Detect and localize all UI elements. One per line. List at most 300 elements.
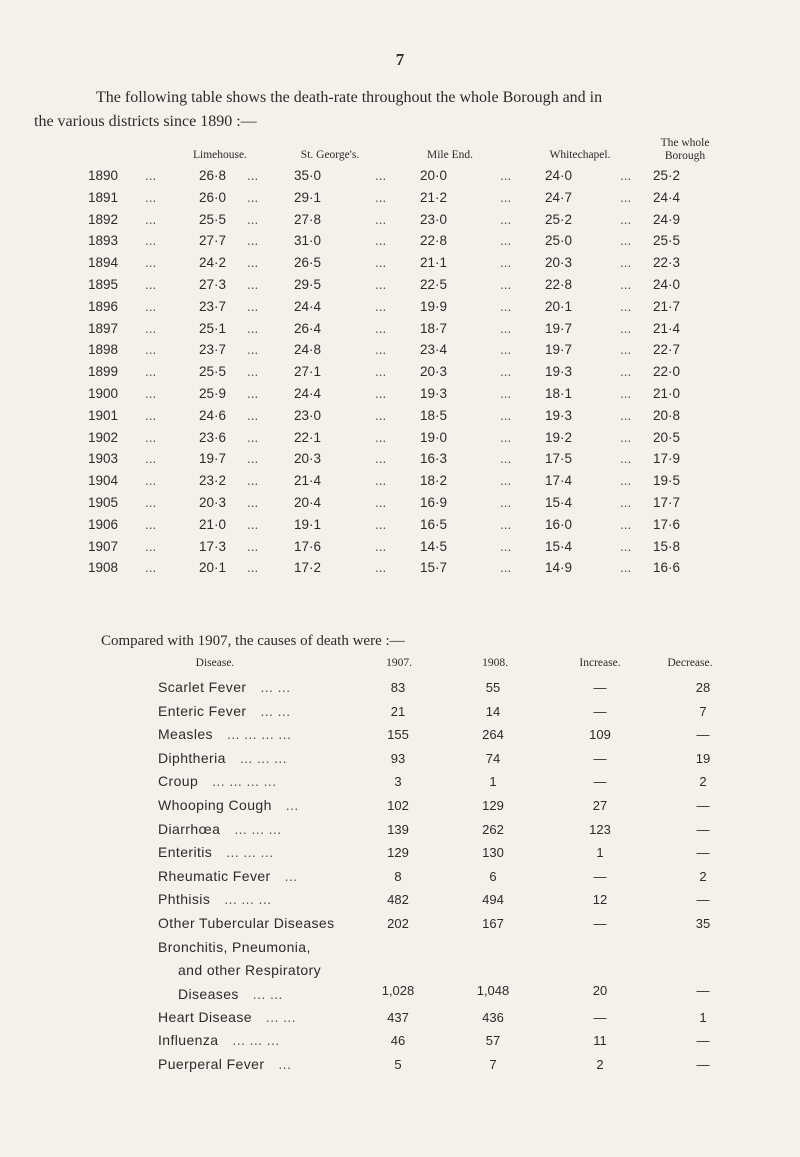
leader-dots: ... <box>375 364 387 380</box>
disease-label: Whooping Cough <box>158 796 272 813</box>
cause-row <box>0 794 800 818</box>
rate-value: 17·6 <box>294 538 322 554</box>
disease-label: Bronchitis, Pneumonia, <box>158 938 311 955</box>
rate-year: 1898 <box>88 342 119 358</box>
leader-dots: ... <box>247 560 259 576</box>
cause-row <box>0 912 800 936</box>
leader-dots: ... <box>247 473 259 489</box>
disease-label: Enteritis <box>158 844 213 861</box>
rate-value: 21·7 <box>653 298 681 314</box>
rate-value: 18·5 <box>420 407 448 423</box>
leader-dots: ... <box>247 298 259 314</box>
rate-value: 20·4 <box>294 494 322 510</box>
disease-name <box>158 888 380 912</box>
leader-dots: ... <box>145 560 157 576</box>
rate-value: 17·4 <box>545 473 573 489</box>
leader-dots: ... <box>500 364 512 380</box>
value-1908: 264 <box>482 727 504 743</box>
rate-value: 23·0 <box>294 407 322 423</box>
value-1908: 129 <box>482 797 504 813</box>
leader-dots: ... <box>375 473 387 489</box>
leader-dots: ... <box>247 211 259 227</box>
rate-value: 19·7 <box>545 320 573 336</box>
rate-value: 22·1 <box>294 429 322 445</box>
rate-value: 15·7 <box>420 560 448 576</box>
rate-value: 15·4 <box>545 494 573 510</box>
leader-dots: ... <box>375 429 387 445</box>
rate-value: 24·4 <box>294 298 322 314</box>
leader-dots: ... ... <box>260 702 291 719</box>
disease-label: Phthisis <box>158 891 211 908</box>
rate-value: 19·2 <box>545 429 573 445</box>
leader-dots: ... <box>375 342 387 358</box>
leader-dots: ... <box>500 429 512 445</box>
rate-year: 1897 <box>88 320 119 336</box>
value-1907: 202 <box>387 915 409 931</box>
rate-year: 1908 <box>88 560 119 576</box>
leader-dots: ... <box>247 516 259 532</box>
value-1908: 57 <box>485 1033 501 1049</box>
rate-value: 26·4 <box>294 320 322 336</box>
rate-value: 25·9 <box>199 385 227 401</box>
value-1907: 1,028 <box>381 982 415 998</box>
causes-table <box>0 676 800 1076</box>
value-increase: 11 <box>593 1033 607 1049</box>
rate-value: 20·3 <box>545 255 573 271</box>
leader-dots: ... <box>375 538 387 554</box>
value-increase: — <box>593 868 607 884</box>
leader-dots: ... ... <box>260 679 291 695</box>
value-1907: 155 <box>387 727 409 743</box>
rate-value: 27·1 <box>294 364 322 380</box>
rate-value: 25·2 <box>653 168 681 183</box>
rate-value: 21·4 <box>653 320 681 336</box>
leader-dots: ... <box>247 494 259 510</box>
header-disease: Disease. <box>195 657 235 669</box>
leader-dots: ... <box>620 189 632 205</box>
rate-value: 25·0 <box>545 233 573 249</box>
leader-dots: ... <box>145 494 157 510</box>
leader-dots: ... ... ... <box>234 820 282 837</box>
leader-dots: ... <box>375 451 387 467</box>
intro-line-2: the various districts since 1890 :— <box>34 113 257 130</box>
rate-row <box>0 255 800 277</box>
rate-value: 14·9 <box>545 560 573 576</box>
leader-dots: ... <box>620 276 632 292</box>
leader-dots: ... <box>620 255 632 271</box>
rate-value: 21·1 <box>420 255 448 271</box>
leader-dots: ... <box>375 189 387 205</box>
rate-value: 20·1 <box>199 560 227 576</box>
value-increase: — <box>593 1009 607 1025</box>
rate-value: 18·1 <box>545 385 573 401</box>
leader-dots: ... <box>500 233 512 249</box>
header-mile-end: Mile End. <box>427 149 473 161</box>
value-decrease: — <box>696 982 710 998</box>
leader-dots: ... <box>620 385 632 401</box>
disease-name <box>158 700 380 724</box>
leader-dots: ... <box>375 407 387 423</box>
leader-dots: ... <box>375 233 387 249</box>
rate-year: 1893 <box>88 233 119 249</box>
rate-value: 20·3 <box>294 451 322 467</box>
rate-value: 27·8 <box>294 211 322 227</box>
rate-value: 24·8 <box>294 342 322 358</box>
leader-dots: ... <box>620 211 632 227</box>
rate-value: 14·5 <box>420 538 448 554</box>
rate-year: 1890 <box>88 168 119 183</box>
rate-value: 24·6 <box>199 407 227 423</box>
rate-value: 25·1 <box>199 320 227 336</box>
rate-year: 1895 <box>88 276 119 292</box>
leader-dots: ... <box>145 255 157 271</box>
cause-row <box>0 723 800 747</box>
value-1907: 5 <box>394 1056 402 1072</box>
disease-name <box>158 841 380 865</box>
rate-value: 27·3 <box>199 276 227 292</box>
rate-value: 35·0 <box>294 168 322 183</box>
rate-row <box>0 539 800 561</box>
rate-row <box>0 517 800 539</box>
value-decrease: 2 <box>699 774 707 790</box>
value-1907: 437 <box>387 1009 409 1025</box>
disease-name <box>158 770 380 794</box>
header-st-georges: St. George's. <box>300 149 360 161</box>
leader-dots: ... <box>500 407 512 423</box>
rate-year: 1906 <box>88 516 119 532</box>
disease-label: Diphtheria <box>158 749 226 766</box>
leader-dots: ... <box>247 255 259 271</box>
disease-name <box>158 747 380 771</box>
rate-year: 1903 <box>88 451 119 467</box>
leader-dots: ... <box>500 560 512 576</box>
header-1907: 1907. <box>386 657 412 669</box>
leader-dots: ... <box>145 211 157 227</box>
rate-value: 24·7 <box>545 189 573 205</box>
rate-value: 22·7 <box>653 342 681 358</box>
value-1907: 482 <box>387 892 409 908</box>
death-rate-table <box>0 168 800 582</box>
value-increase: — <box>593 915 607 931</box>
cause-row <box>0 936 800 1006</box>
leader-dots: ... <box>375 385 387 401</box>
value-1907: 83 <box>390 680 406 695</box>
rate-row <box>0 212 800 234</box>
rate-value: 22·8 <box>420 233 448 249</box>
disease-name <box>158 936 380 1007</box>
leader-dots: ... <box>500 473 512 489</box>
rate-value: 23·6 <box>199 429 227 445</box>
leader-dots: ... <box>620 429 632 445</box>
leader-dots: ... <box>145 516 157 532</box>
leader-dots: ... <box>375 276 387 292</box>
rate-value: 25·5 <box>653 233 681 249</box>
rate-row <box>0 342 800 364</box>
rate-value: 23·2 <box>199 473 227 489</box>
value-1908: 167 <box>482 915 504 931</box>
disease-label: Measles <box>158 726 213 743</box>
rate-value: 16·6 <box>653 560 681 576</box>
value-decrease: 2 <box>699 868 707 884</box>
rate-value: 27·7 <box>199 233 227 249</box>
value-increase: 27 <box>592 797 608 813</box>
rate-value: 25·5 <box>199 211 227 227</box>
value-1908: 494 <box>482 892 504 908</box>
rate-value: 17·7 <box>653 494 681 510</box>
rate-value: 21·0 <box>653 385 681 401</box>
leader-dots: ... <box>247 364 259 380</box>
value-1907: 93 <box>390 750 406 766</box>
rate-value: 26·0 <box>199 189 227 205</box>
disease-name <box>158 1029 380 1053</box>
rate-value: 19·7 <box>545 342 573 358</box>
rate-year: 1892 <box>88 211 119 227</box>
leader-dots: ... <box>145 407 157 423</box>
rate-value: 23·0 <box>420 211 448 227</box>
rate-value: 20·3 <box>199 494 227 510</box>
disease-label: Croup <box>158 773 199 790</box>
leader-dots: ... <box>500 494 512 510</box>
rate-value: 19·7 <box>199 451 227 467</box>
rate-value: 23·4 <box>420 342 448 358</box>
header-whole-borough: The whole Borough <box>660 137 710 162</box>
leader-dots: ... <box>145 429 157 445</box>
disease-name <box>158 865 380 889</box>
leader-dots: ... <box>620 560 632 576</box>
cause-row <box>0 841 800 865</box>
causes-title: Compared with 1907, the causes of death were :— <box>101 633 405 649</box>
leader-dots: ... <box>375 494 387 510</box>
rate-value: 21·4 <box>294 473 322 489</box>
rate-value: 24·9 <box>653 211 681 227</box>
rate-year: 1891 <box>88 189 119 205</box>
rate-value: 18·7 <box>420 320 448 336</box>
cause-row <box>0 1029 800 1053</box>
rate-row <box>0 386 800 408</box>
rate-value: 21·0 <box>199 516 227 532</box>
rate-value: 20·0 <box>420 168 448 183</box>
value-1908: 7 <box>489 1056 497 1072</box>
disease-name <box>158 1053 380 1077</box>
rate-value: 24·0 <box>545 168 573 183</box>
value-increase: 1 <box>596 845 604 861</box>
leader-dots: ... <box>247 342 259 358</box>
disease-label: Heart Disease <box>158 1008 252 1025</box>
page-number: 7 <box>395 50 405 69</box>
cause-row <box>0 1006 800 1030</box>
rate-value: 18·2 <box>420 473 448 489</box>
leader-dots: ... <box>620 233 632 249</box>
leader-dots: ... <box>284 867 298 884</box>
rate-row <box>0 321 800 343</box>
rate-value: 16·5 <box>420 516 448 532</box>
rate-value: 24·0 <box>653 276 681 292</box>
disease-name <box>158 794 380 818</box>
rate-value: 29·5 <box>294 276 322 292</box>
rate-row <box>0 190 800 212</box>
leader-dots: ... <box>500 342 512 358</box>
rate-year: 1894 <box>88 255 119 271</box>
leader-dots: ... <box>620 494 632 510</box>
disease-name <box>158 723 380 747</box>
value-1907: 3 <box>394 774 402 790</box>
rate-value: 15·4 <box>545 538 573 554</box>
disease-label-line-2: and other Respiratory <box>178 962 322 979</box>
header-decrease: Decrease. <box>667 657 713 669</box>
rate-value: 22·8 <box>545 276 573 292</box>
value-increase: — <box>593 680 607 695</box>
value-1907: 8 <box>394 868 402 884</box>
rate-value: 19·1 <box>294 516 322 532</box>
value-decrease: 7 <box>699 703 707 719</box>
leader-dots: ... <box>247 429 259 445</box>
value-1908: 1 <box>489 774 497 790</box>
intro-paragraph <box>34 86 736 134</box>
leader-dots: ... <box>500 211 512 227</box>
value-1907: 46 <box>390 1033 406 1049</box>
rate-year: 1907 <box>88 538 119 554</box>
rate-value: 24·4 <box>653 189 681 205</box>
leader-dots: ... <box>247 189 259 205</box>
disease-label: Puerperal Fever <box>158 1055 265 1072</box>
leader-dots: ... <box>145 364 157 380</box>
cause-row <box>0 1053 800 1077</box>
leader-dots: ... <box>145 451 157 467</box>
rate-row <box>0 299 800 321</box>
value-decrease: 28 <box>695 680 711 695</box>
rate-value: 29·1 <box>294 189 322 205</box>
rate-value: 20·1 <box>545 298 573 314</box>
value-increase: 109 <box>589 727 611 743</box>
rate-value: 31·0 <box>294 233 322 249</box>
leader-dots: ... <box>620 320 632 336</box>
header-increase: Increase. <box>579 657 621 669</box>
header-limehouse: Limehouse. <box>193 149 247 161</box>
leader-dots: ... <box>500 538 512 554</box>
leader-dots: ... ... ... <box>239 749 288 766</box>
leader-dots: ... <box>620 407 632 423</box>
value-1907: 139 <box>387 821 409 837</box>
value-decrease: 35 <box>695 915 711 931</box>
leader-dots: ... <box>145 298 157 314</box>
cause-row <box>0 700 800 724</box>
leader-dots: ... ... ... <box>224 891 272 908</box>
value-1908: 1,048 <box>476 982 510 998</box>
rate-row <box>0 168 800 190</box>
disease-label: Influenza <box>158 1032 219 1049</box>
leader-dots: ... <box>620 342 632 358</box>
leader-dots: ... <box>145 342 157 358</box>
rate-value: 19·5 <box>653 473 681 489</box>
leader-dots: ... <box>145 320 157 336</box>
rate-row <box>0 408 800 430</box>
rate-value: 17·3 <box>199 538 227 554</box>
rate-value: 24·4 <box>294 385 322 401</box>
rate-row <box>0 451 800 473</box>
leader-dots: ... <box>145 276 157 292</box>
leader-dots: ... <box>620 473 632 489</box>
value-decrease: 19 <box>695 750 711 766</box>
disease-name <box>158 1006 380 1030</box>
leader-dots: ... <box>247 168 259 183</box>
leader-dots: ... <box>620 168 632 183</box>
rate-row <box>0 277 800 299</box>
rate-value: 17·9 <box>653 451 681 467</box>
rate-year: 1896 <box>88 298 119 314</box>
value-decrease: — <box>696 845 710 861</box>
rate-value: 16·3 <box>420 451 448 467</box>
rate-value: 22·5 <box>420 276 448 292</box>
cause-row <box>0 818 800 842</box>
cause-row <box>0 676 800 700</box>
rate-year: 1900 <box>88 385 119 401</box>
leader-dots: ... ... ... <box>226 844 274 861</box>
leader-dots: ... <box>285 796 299 813</box>
value-increase: 123 <box>589 821 611 837</box>
value-1908: 262 <box>482 821 504 837</box>
header-1908: 1908. <box>482 657 508 669</box>
rate-row <box>0 495 800 517</box>
rate-value: 17·2 <box>294 560 322 576</box>
leader-dots: ... <box>620 298 632 314</box>
leader-dots: ... ... <box>265 1008 296 1025</box>
rates-table-header <box>0 133 800 173</box>
rate-row <box>0 364 800 386</box>
leader-dots: ... <box>145 473 157 489</box>
value-1908: 55 <box>485 680 501 695</box>
rate-year: 1905 <box>88 494 119 510</box>
leader-dots: ... <box>500 276 512 292</box>
leader-dots: ... <box>375 211 387 227</box>
header-whitechapel: Whitechapel. <box>549 149 611 161</box>
leader-dots: ... <box>375 168 387 183</box>
value-decrease: — <box>696 727 710 743</box>
value-decrease: — <box>696 797 710 813</box>
leader-dots: ... <box>500 516 512 532</box>
leader-dots: ... <box>145 385 157 401</box>
value-decrease: — <box>696 821 710 837</box>
value-1908: 130 <box>482 845 504 861</box>
disease-label: Enteric Fever <box>158 702 247 719</box>
leader-dots: ... <box>500 298 512 314</box>
leader-dots: ... <box>500 385 512 401</box>
value-increase: 20 <box>592 982 608 998</box>
value-1907: 129 <box>387 845 409 861</box>
rate-value: 19·0 <box>420 429 448 445</box>
leader-dots: ... ... ... ... <box>212 773 277 790</box>
leader-dots: ... <box>145 189 157 205</box>
rate-value: 19·9 <box>420 298 448 314</box>
leader-dots: ... <box>500 255 512 271</box>
value-decrease: — <box>696 1056 710 1072</box>
value-increase: — <box>593 750 607 766</box>
value-decrease: 1 <box>699 1009 707 1025</box>
leader-dots: ... ... ... <box>232 1032 280 1049</box>
rate-value: 22·3 <box>653 255 681 271</box>
leader-dots: ... <box>620 364 632 380</box>
leader-dots: ... <box>500 168 512 183</box>
leader-dots: ... <box>500 189 512 205</box>
value-1908: 436 <box>482 1009 504 1025</box>
disease-name <box>158 676 380 700</box>
value-increase: 12 <box>592 892 608 908</box>
rate-value: 23·7 <box>199 298 227 314</box>
rate-value: 19·3 <box>545 407 573 423</box>
intro-line-1: The following table shows the death-rate throughout the whole Borough and in <box>96 89 603 106</box>
rate-value: 20·8 <box>653 407 681 423</box>
rate-value: 17·6 <box>653 516 681 532</box>
rate-row <box>0 473 800 495</box>
